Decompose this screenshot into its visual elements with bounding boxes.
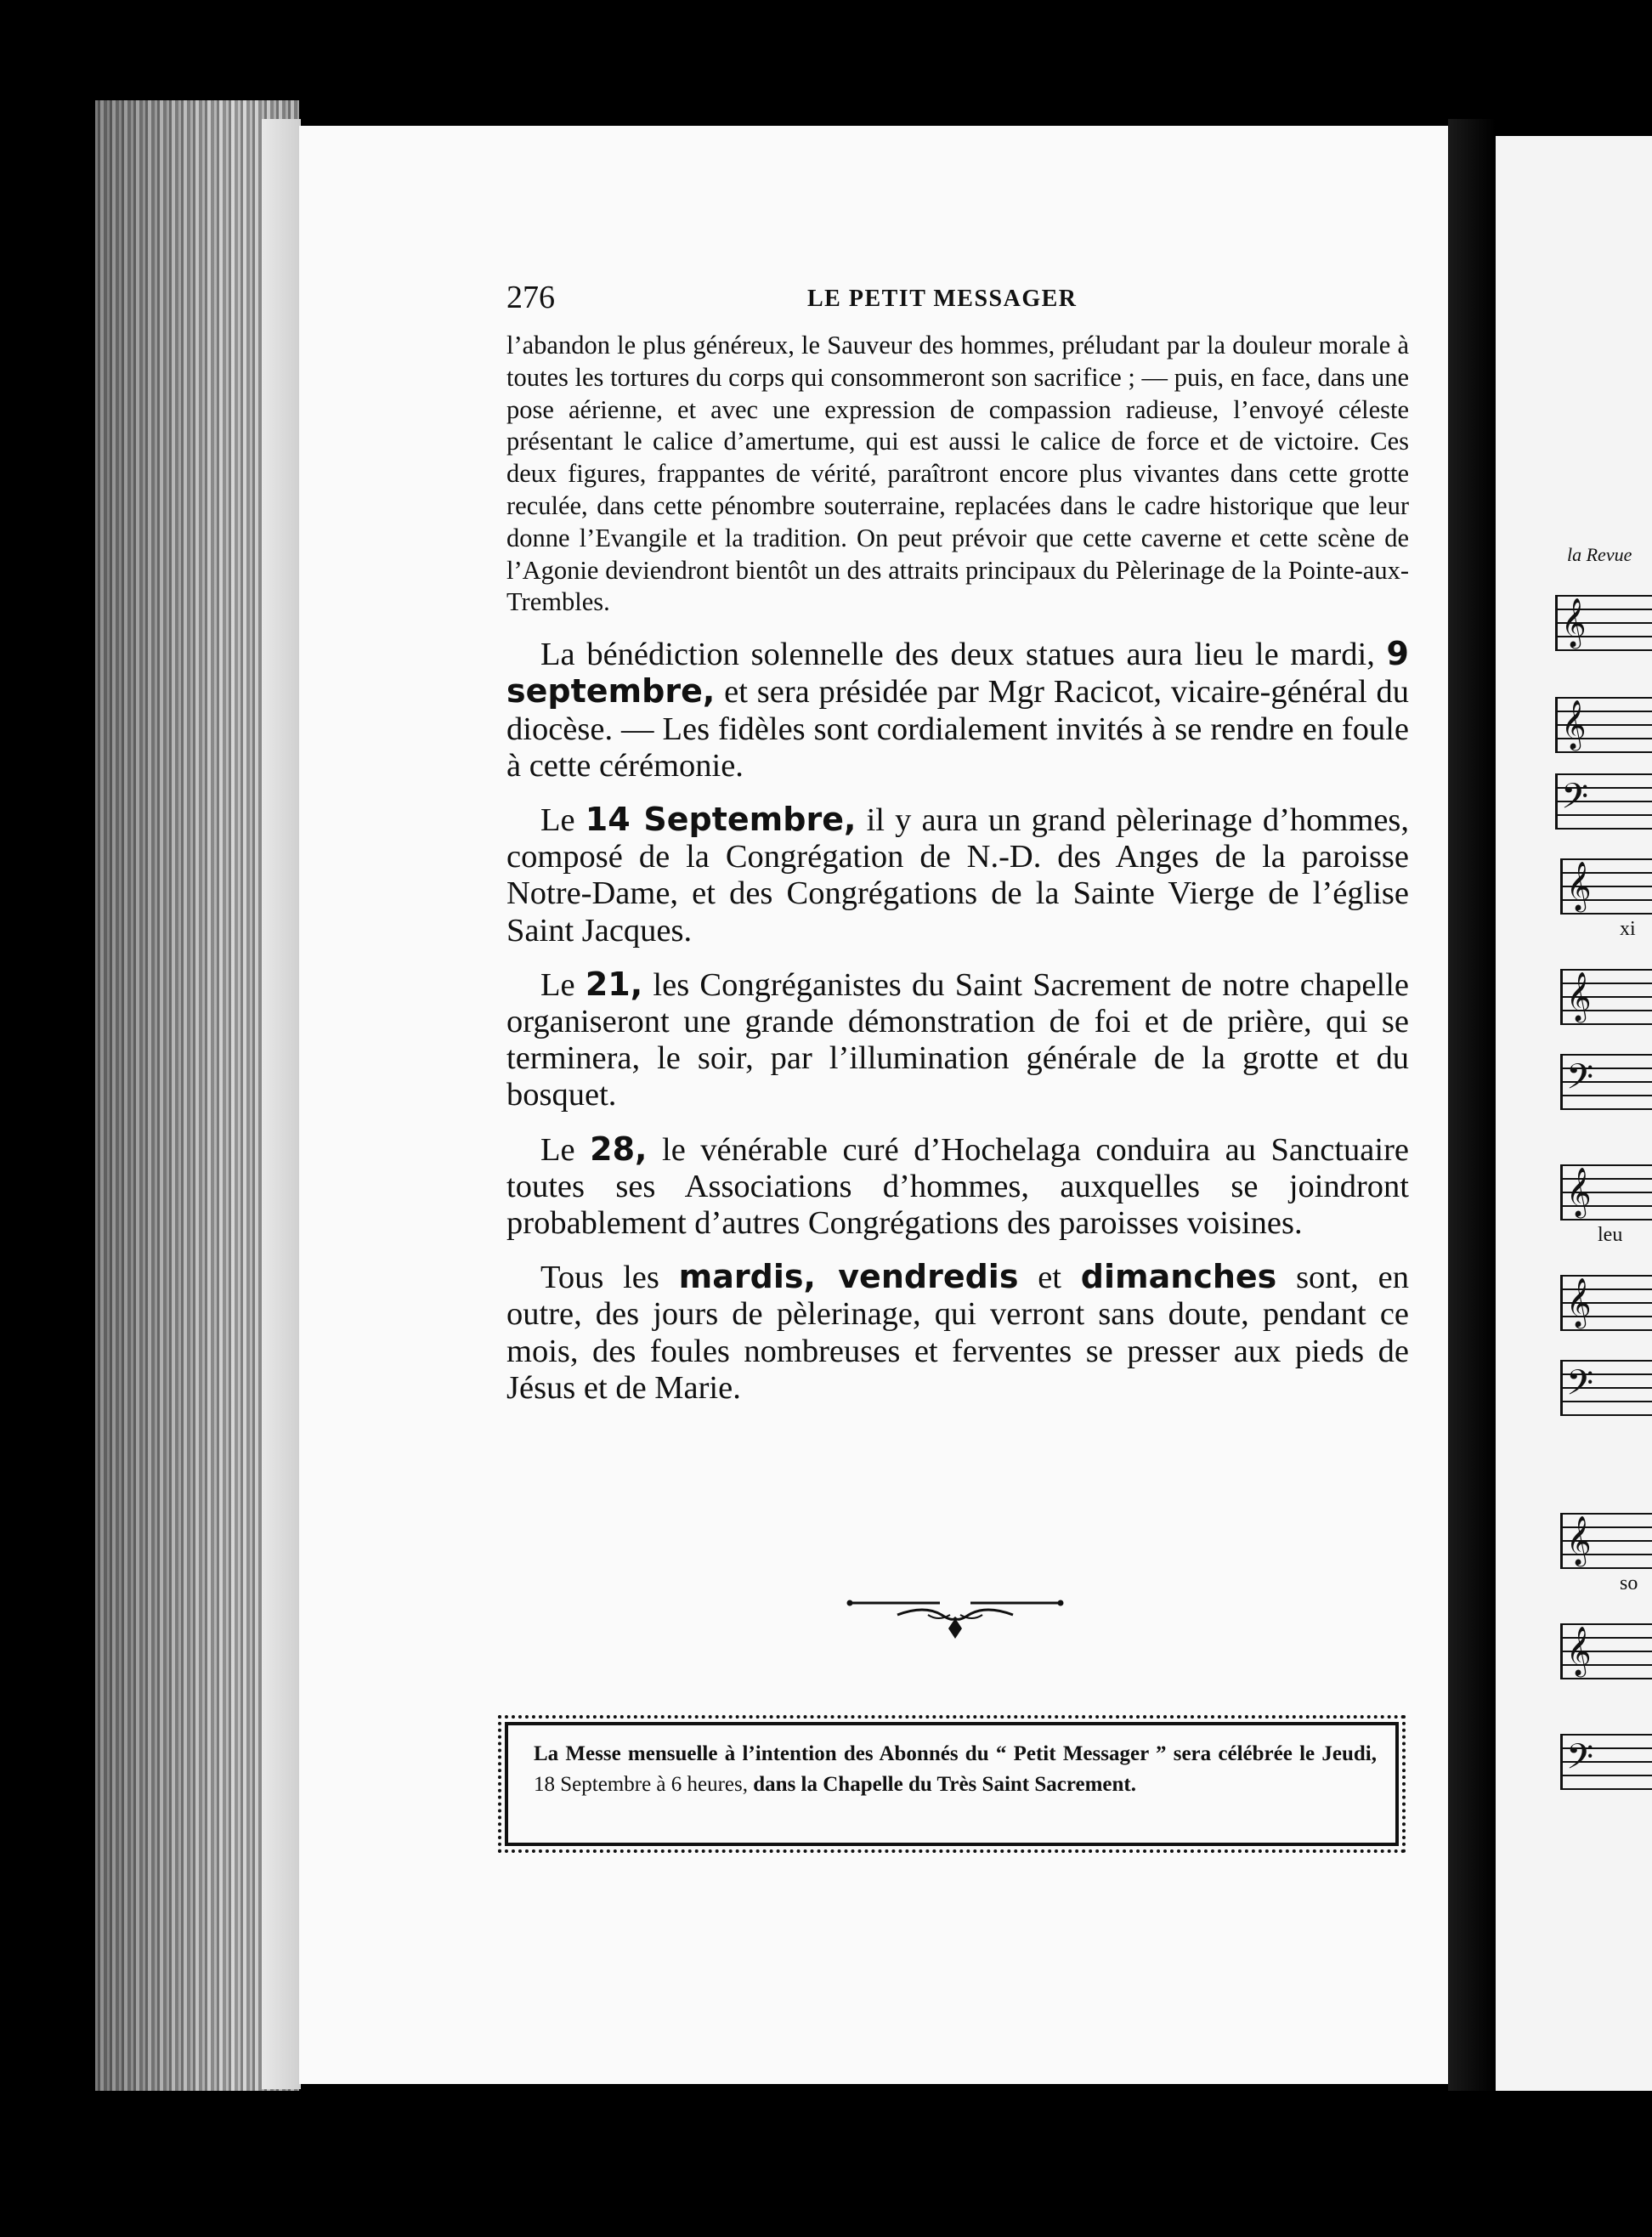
treble-clef-icon: 𝄞 [1561,598,1587,646]
page-edge [262,119,301,2089]
facing-page-header: la Revue [1567,544,1632,565]
notice-date: 18 Septembre à 6 heures, [534,1773,749,1796]
emphasized-date: 14 Septembre, [585,800,857,838]
bass-clef-icon: 𝄢 [1566,1737,1594,1785]
paragraph-text: et sera présidée par Mgr Racicot, vicaire-général du diocèse. — Les fidèles sont cordialement invités à se rendre en foule à cette cérémonie. [506,674,1409,784]
book-gutter [1448,119,1496,2091]
music-staff [1555,773,1652,830]
music-staff [1560,1164,1652,1220]
paragraph-text: il y aura un grand pèlerinage d’hommes, composé de la Congrégation de N.-D. des Anges de la paroisse Notre-Dame, et des Congrégations de la Sainte Vierge de l’église Saint Jacques. [506,801,1410,949]
music-staff [1560,1275,1652,1331]
emphasized-days: dimanches [1080,1258,1277,1296]
paragraph-text: Tous les [540,1260,659,1296]
page-number: 276 [506,280,555,315]
paragraph-statues-description: l’abandon le plus généreux, le Sauveur des hommes, préludant par la douleur morale à toutes les tortures du corps qui consommeront son sacrifice ; — puis, en face, dans une pose aérienne, et avec une expression de compassion radieuse, l’envoyé céleste présentant le calice d’amertume, qui est aussi le calice de force et de victoire. Ces deux figures, frappantes de vérité, paraîtront encore plus vivantes dans cette grotte reculée, dans cette pénombre souterraine, replacées dans le cadre historique que leur donne l’Evangile et la tradition. On peut prévoir que cette caverne et cette scène de l’Agonie deviendront bientôt un des attraits principaux du Pèlerinage de la Pointe-aux-Trembles. [506,331,1409,617]
bass-clef-icon: 𝄢 [1566,1057,1594,1105]
lyric-fragment: leu [1598,1224,1623,1246]
paragraph-text: Le [540,801,575,838]
paragraph-text: et [1038,1260,1062,1296]
bass-clef-icon: 𝄢 [1566,1363,1594,1411]
facing-page-music-score [1496,136,1652,2091]
music-staff [1560,1513,1652,1569]
lyric-fragment: xi [1620,918,1636,940]
page-header [506,279,1407,321]
treble-clef-icon: 𝄞 [1566,862,1592,909]
emphasized-date: 9 septembre, [506,635,1409,711]
paragraph-text: La bénédiction solennelle des deux statues aura lieu le mardi, [540,637,1375,673]
treble-clef-icon: 𝄞 [1566,972,1592,1020]
mass-notice-box [505,1722,1399,1846]
mass-notice-text [534,1739,1377,1800]
treble-clef-icon: 𝄞 [1566,1168,1592,1215]
music-staff [1555,697,1652,753]
treble-clef-icon: 𝄞 [1561,700,1587,748]
paragraph-text: le vénérable curé d’Hochelaga conduira au Sanctuaire toutes ses Associations d’hommes, auxquelles se joindront probablement d’autres Congrégations des paroisses voisines. [506,1131,1409,1242]
notice-text-part: La Messe mensuelle à l’intention des Abonnés du “ Petit Messager ” sera célébrée le Jeudi, [534,1742,1377,1765]
paragraph-men-pilgrimage [506,801,1409,949]
music-staff [1560,1054,1652,1110]
paragraph-benediction [506,636,1409,784]
music-staff [1560,1734,1652,1790]
emphasized-date: 28, [590,1130,648,1168]
paragraph-illumination [506,966,1409,1114]
treble-clef-icon: 𝄞 [1566,1627,1592,1674]
emphasized-days: mardis, vendredis [678,1258,1019,1296]
bass-clef-icon: 𝄢 [1561,777,1589,824]
notice-text-part: dans la Chapelle du Très Saint Sacrement. [753,1773,1137,1796]
emphasized-date: 21, [585,965,643,1003]
music-staff [1560,1360,1652,1416]
paragraph-hochelaga [506,1131,1409,1243]
fleuron-divider-icon [846,1589,1064,1649]
paragraph-text: les Congréganistes du Saint Sacrement de notre chapelle organiseront une grande démonstration de foi et de prière, qui se terminera, le soir, par l’illumination générale de la grotte et du bosquet. [506,966,1409,1113]
paragraph-pilgrimage-days [506,1259,1409,1407]
lyric-fragment: so [1620,1572,1638,1594]
paragraph-text: Le [540,1131,575,1168]
music-staff [1560,1623,1652,1679]
music-staff [1555,595,1652,651]
music-staff [1560,858,1652,915]
treble-clef-icon: 𝄞 [1566,1516,1592,1564]
treble-clef-icon: 𝄞 [1566,1278,1592,1326]
paragraph-text: Le [540,966,575,1003]
music-staff [1560,969,1652,1025]
paragraph-text: sont, en outre, des jours de pèlerinage, qui verront sans doute, pendant ce mois, des foules nombreuses et ferventes se presser aux pieds de Jésus et de Marie. [506,1260,1409,1406]
article-body [506,330,1409,1407]
running-title: LE PETIT MESSAGER [807,286,1078,312]
